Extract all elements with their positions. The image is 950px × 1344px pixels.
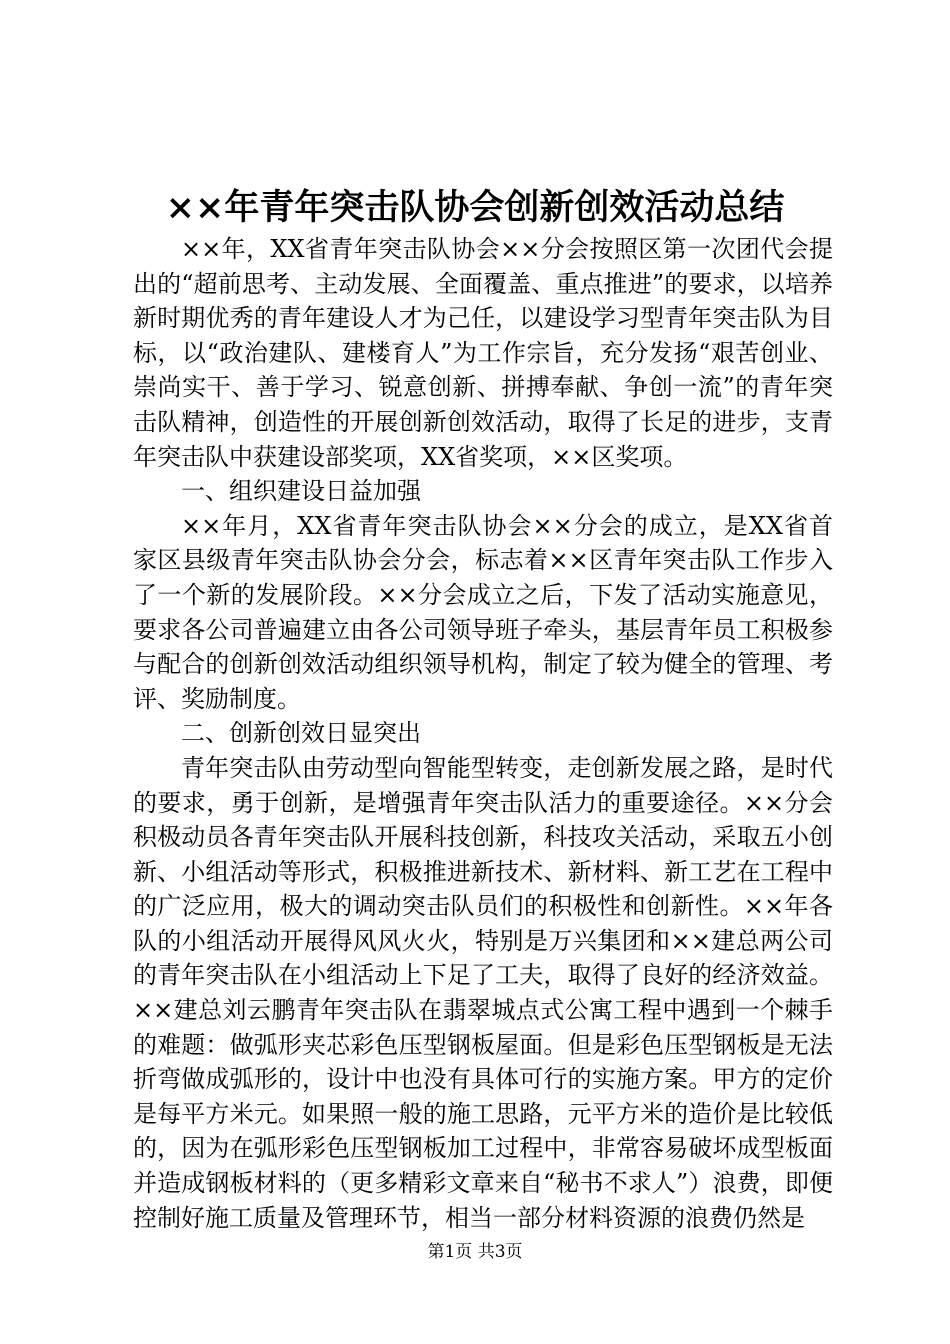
paragraph-organization: ××年月，XX省青年突击队协会××分会的成立，是XX省首家区县级青年突击队协会分会，标志着××区青年突击队工作步入了一个新的发展阶段。××分会成立之后，下发了活动实施意见，要求各公司普遍建立由各公司领导班子牵头，基层青年员工积极参与配合的创新创效活动组织领导机构，制定了较为健全的管理、考评、奖励制度。 <box>133 511 833 713</box>
document-body <box>133 232 833 1235</box>
section-heading-1: 一、组织建设日益加强 <box>181 477 421 506</box>
section-heading-2: 二、创新创效日显突出 <box>181 719 421 748</box>
document-title: ××年青年突击队协会创新创效活动总结 <box>165 187 785 228</box>
paragraph-intro: ××年，XX省青年突击队协会××分会按照区第一次团代会提出的“超前思考、主动发展、全面覆盖、重点推进”的要求，以培养新时期优秀的青年建设人才为己任，以建设学习型青年突击队为目标，以“政治建队、建楼育人”为工作宗旨，充分发扬“艰苦创业、崇尚实干、善于学习、锐意创新、拼搏奉献、争创一流”的青年突击队精神，创造性的开展创新创效活动，取得了长足的进步，支青年突击队中获建设部奖项，XX省奖项，××区奖项。 <box>133 235 833 471</box>
paragraph-innovation: 青年突击队由劳动型向智能型转变，走创新发展之路，是时代的要求，勇于创新，是增强青年突击队活力的重要途径。××分会积极动员各青年突击队开展科技创新，科技攻关活动，采取五小创新、小组活动等形式，积极推进新技术、新材料、新工艺在工程中的广泛应用，极大的调动突击队员们的积极性和创新性。××年各队的小组活动开展得风风火火，特别是万兴集团和××建总两公司的青年突击队在小组活动上下足了工夫，取得了良好的经济效益。××建总刘云鹏青年突击队在翡翠城点式公寓工程中遇到一个棘手的难题：做弧形夹芯彩色压型钢板屋面。但是彩色压型钢板是无法折弯做成弧形的，设计中也没有具体可行的实施方案。甲方的定价是每平方米元。如果照一般的施工思路，元平方米的造价是比较低的，因为在弧形彩色压型钢板加工过程中，非常容易破坏成型板面并造成钢板材料的（更多精彩文章来自“秘书不求人”）浪费，即便控制好施工质量及管理环节，相当一部分材料资源的浪费仍然是 <box>133 753 833 1232</box>
page-number-footer: 第1页 共3页 <box>427 1242 523 1262</box>
